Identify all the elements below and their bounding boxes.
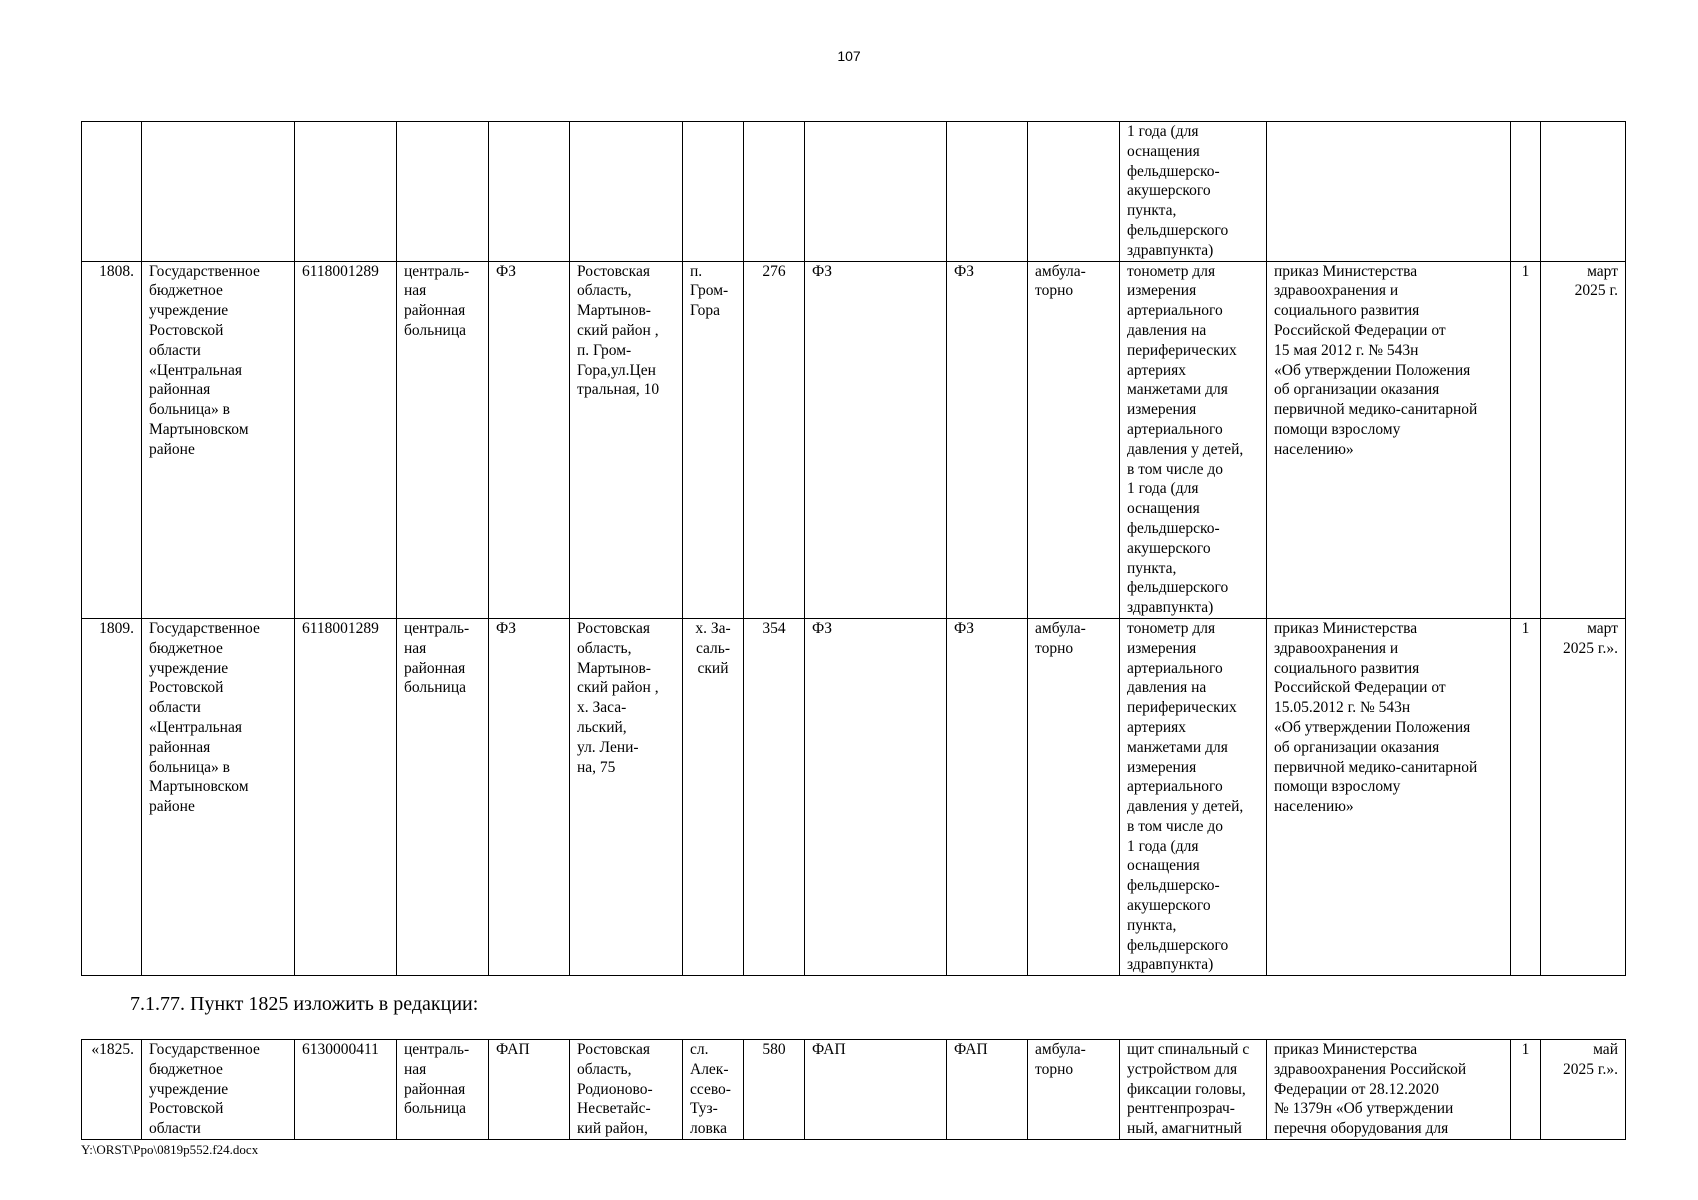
row-number: 1809. — [82, 618, 142, 975]
deadline: март 2025 г.». — [1541, 618, 1626, 975]
settlement-text: сл. Алек- ссево- Туз- ловка — [690, 1041, 731, 1138]
deadline: март 2025 г. — [1541, 261, 1626, 618]
population — [744, 1040, 805, 1140]
institution-type: централь- ная районная больница — [397, 261, 489, 618]
settlement: х. За- саль- ский — [683, 618, 744, 975]
unit-type-2 — [805, 1040, 947, 1140]
unit-type-text: ФАП — [496, 1041, 530, 1058]
legal-basis: приказ Министерства здравоохранения и социального развития Российской Федерации от 15 мая 2012 г. № 543н «Об утверждении Положения об организации оказания первичной медико-санитарной помощи взрослому населению» — [1267, 261, 1511, 618]
equipment-text: щит спинальный с устройством для фиксации головы, рентгенпрозрач- ный, амагнитный — [1127, 1041, 1250, 1138]
care-form: амбула- торно — [1028, 618, 1120, 975]
table-row — [82, 1040, 1626, 1140]
institution-type — [397, 1040, 489, 1140]
unit-type-3: ФЗ — [947, 618, 1028, 975]
row-number — [82, 1040, 142, 1140]
carry-over-row — [82, 122, 1626, 262]
equipment-text: 1 года (для оснащения фельдшерско- акушерского пункта, фельдшерского здравпункта) — [1127, 123, 1229, 259]
inn-value — [295, 1040, 397, 1140]
care-form-text: амбула- торно — [1035, 1041, 1086, 1078]
inn-value: 6118001289 — [295, 618, 397, 975]
legal-basis: приказ Министерства здравоохранения и социального развития Российской Федерации от 15.05.2012 г. № 543н «Об утверждении Положения об организации оказания первичной медико-санитарной помощи взрослому населению» — [1267, 618, 1511, 975]
inn-value: 6118001289 — [295, 261, 397, 618]
inn-text: 6130000411 — [302, 1041, 379, 1058]
equipment — [1120, 1040, 1267, 1140]
unit-type: ФЗ — [489, 618, 570, 975]
quantity: 1 — [1511, 261, 1541, 618]
quantity-text: 1 — [1521, 1041, 1530, 1058]
section-heading: 7.1.77. Пункт 1825 изложить в редакции: — [130, 993, 479, 1015]
institution-type-text: централь- ная районная больница — [404, 1041, 470, 1118]
settlement: п. Гром- Гора — [683, 261, 744, 618]
legal-basis-text: приказ Министерства здравоохранения Российской Федерации от 28.12.2020 № 1379н «Об утверждении перечня оборудования для — [1274, 1041, 1467, 1138]
unit-type: ФЗ — [489, 261, 570, 618]
equipment: тонометр для измерения артериального давления на периферических артериях манжетами для измерения артериального давления у детей, в том числе до 1 года (для оснащения фельдшерско- акушерского пункта, фельдшерского здравпункта) — [1120, 618, 1267, 975]
unit-type — [489, 1040, 570, 1140]
quantity — [1511, 1040, 1541, 1140]
legal-basis — [1267, 1040, 1511, 1140]
address-text: Ростовская область, Родионово- Несветайс- кий район, — [577, 1041, 653, 1138]
population: 354 — [744, 618, 805, 975]
unit-type-3 — [947, 1040, 1028, 1140]
unit-type-2: ФЗ — [805, 618, 947, 975]
row-number-text: «1825. — [91, 1041, 134, 1058]
unit-type-2: ФЗ — [805, 261, 947, 618]
unit-type-3-text: ФАП — [954, 1041, 988, 1058]
institution-name: Государственное бюджетное учреждение Ростовской области «Центральная районная больница» в Мартыновском районе — [142, 618, 295, 975]
unit-type-3: ФЗ — [947, 261, 1028, 618]
care-form: амбула- торно — [1028, 261, 1120, 618]
equipment: тонометр для измерения артериального давления на периферических артериях манжетами для измерения артериального давления у детей, в том числе до 1 года (для оснащения фельдшерско- акушерского пункта, фельдшерского здравпункта) — [1120, 261, 1267, 618]
row-number: 1808. — [82, 261, 142, 618]
institution-name — [142, 1040, 295, 1140]
settlement — [683, 1040, 744, 1140]
institution-name-text: Государственное бюджетное учреждение Ростовской области — [149, 1041, 260, 1138]
address: Ростовская область, Мартынов- ский район , х. Заса- льский, ул. Лени- на, 75 — [570, 618, 683, 975]
unit-type-2-text: ФАП — [812, 1041, 846, 1058]
deadline-text: май 2025 г.». — [1563, 1041, 1618, 1078]
population: 276 — [744, 261, 805, 618]
deadline — [1541, 1040, 1626, 1140]
population-text: 580 — [762, 1041, 786, 1058]
institution-type: централь- ная районная больница — [397, 618, 489, 975]
address: Ростовская область, Мартынов- ский район , п. Гром- Гора,ул.Цен тральная, 10 — [570, 261, 683, 618]
replacement-table — [81, 1039, 1626, 1140]
page-number: 107 — [837, 48, 861, 64]
equipment-cell — [1120, 122, 1267, 262]
address — [570, 1040, 683, 1140]
file-path-footer: Y:\ORST\Ppo\0819p552.f24.docx — [81, 1142, 259, 1157]
quantity: 1 — [1511, 618, 1541, 975]
table-row — [82, 261, 1626, 618]
institution-name: Государственное бюджетное учреждение Ростовской области «Центральная районная больница» в Мартыновском районе — [142, 261, 295, 618]
care-form — [1028, 1040, 1120, 1140]
equipment-table — [81, 121, 1626, 976]
table-row — [82, 618, 1626, 975]
